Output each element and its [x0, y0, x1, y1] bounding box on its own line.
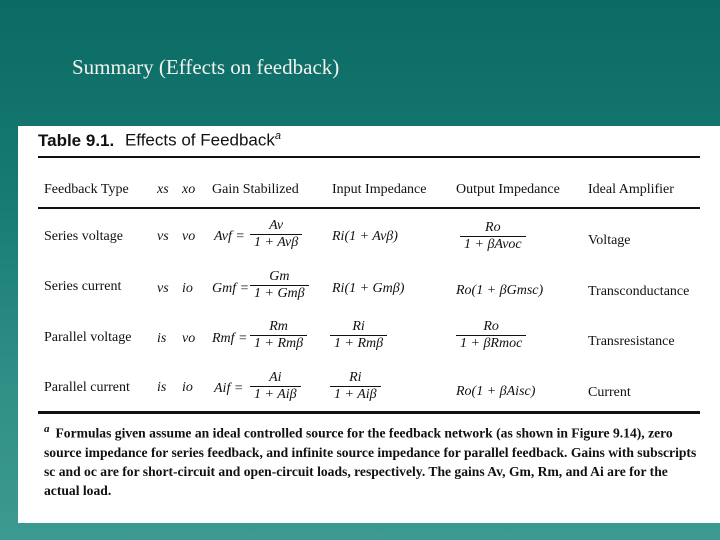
bottom-rule: [38, 411, 700, 414]
header-xs: xs: [157, 182, 169, 197]
row-series-current-input: Ri(1 + Gmβ): [332, 281, 405, 296]
table-title: Effects of Feedback: [124, 130, 275, 150]
row-parallel-voltage-type: Parallel voltage: [44, 330, 132, 345]
row-parallel-current-gain-fraction: [250, 370, 301, 403]
gain-numerator: Rm: [269, 319, 288, 334]
table-footnote: [44, 420, 704, 500]
footnote-text: Formulas given assume an ideal controlled source for the feedback network (as shown in Figure 9.14), zero source impedance for series feedback, and infinite source impedance for parallel feedback. Gains with subscripts sc and oc are for short-circuit and open-circuit loads, respectively. The gains Av, Gm, Rm, and Ai are for the actual load.: [44, 425, 697, 498]
gain-numerator: Gm: [269, 269, 290, 284]
header-input-impedance: Input Impedance: [332, 182, 427, 197]
row-parallel-current-gain-lhs: Aif =: [214, 381, 244, 396]
input-numerator: Ri: [349, 370, 362, 385]
row-parallel-current-output: Ro(1 + βAisc): [456, 384, 536, 399]
row-series-current-gain-fraction: [250, 269, 309, 302]
row-parallel-voltage-gain-lhs: Rmf =: [212, 331, 248, 346]
output-denominator: 1 + βRmoc: [456, 335, 526, 352]
output-denominator: 1 + βAvoc: [460, 236, 526, 253]
row-series-voltage-gain-fraction: [250, 218, 302, 251]
row-parallel-voltage-xs: is: [157, 331, 167, 346]
header-gain-stabilized: Gain Stabilized: [212, 182, 299, 197]
input-numerator: Ri: [352, 319, 365, 334]
row-parallel-voltage-output-fraction: [456, 319, 526, 352]
row-series-current-output: Ro(1 + βGmsc): [456, 283, 544, 298]
row-series-current-type: Series current: [44, 279, 122, 294]
row-series-current-xo: io: [182, 281, 193, 296]
input-denominator: 1 + Aiβ: [330, 386, 381, 403]
row-series-voltage-amplifier: Voltage: [588, 233, 631, 248]
gain-denominator: 1 + Gmβ: [250, 285, 309, 302]
row-parallel-current-xo: io: [182, 380, 193, 395]
row-series-voltage-input: Ri(1 + Avβ): [332, 229, 398, 244]
gain-denominator: 1 + Avβ: [250, 234, 302, 251]
row-series-voltage-xs: vs: [157, 229, 169, 244]
row-series-current-gain-lhs: Gmf =: [212, 281, 250, 296]
header-feedback-type: Feedback Type: [44, 182, 129, 197]
row-parallel-voltage-xo: vo: [182, 331, 196, 346]
header-xo: xo: [182, 182, 196, 197]
table-caption: [38, 130, 281, 151]
input-denominator: 1 + Rmβ: [330, 335, 387, 352]
row-series-current-amplifier: Transconductance: [588, 284, 690, 299]
gain-denominator: 1 + Rmβ: [250, 335, 307, 352]
row-parallel-current-type: Parallel current: [44, 380, 130, 395]
row-parallel-current-xs: is: [157, 380, 167, 395]
table-title-note: a: [274, 130, 282, 142]
gain-denominator: 1 + Aiβ: [250, 386, 301, 403]
output-numerator: Ro: [483, 319, 499, 334]
row-series-voltage-type: Series voltage: [44, 229, 123, 244]
row-parallel-voltage-input-fraction: [330, 319, 387, 352]
row-series-voltage-xo: vo: [182, 229, 196, 244]
row-parallel-voltage-amplifier: Transresistance: [588, 334, 675, 349]
table-number: Table 9.1.: [38, 130, 115, 150]
top-rule: [38, 156, 700, 158]
gain-numerator: Ai: [269, 370, 282, 385]
header-ideal-amplifier: Ideal Amplifier: [588, 182, 674, 197]
row-parallel-current-amplifier: Current: [588, 385, 631, 400]
row-series-voltage-gain-lhs: Avf =: [214, 229, 245, 244]
output-numerator: Ro: [485, 220, 501, 235]
row-parallel-voltage-gain-fraction: [250, 319, 307, 352]
header-output-impedance: Output Impedance: [456, 182, 560, 197]
gain-numerator: Av: [269, 218, 284, 233]
row-parallel-current-input-fraction: [330, 370, 381, 403]
row-series-current-xs: vs: [157, 281, 169, 296]
slide-title: Summary (Effects on feedback): [72, 55, 340, 79]
row-series-voltage-output-fraction: [460, 220, 526, 253]
table-image-panel: [18, 126, 720, 523]
header-rule: [38, 207, 700, 209]
footnote-mark: a: [44, 423, 50, 435]
